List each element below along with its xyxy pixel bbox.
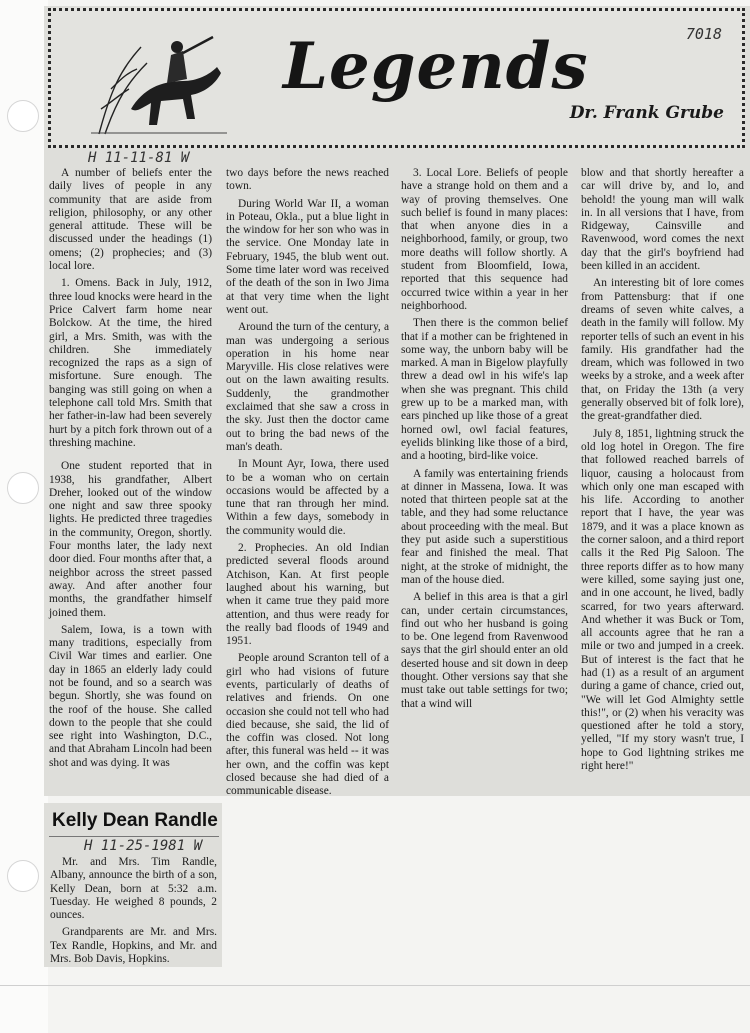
paragraph: People around Scranton tell of a girl who had visions of future events, particularly of deaths of relatives and friends. On one occasion she could not tell who had died because, she said, the lid of the coffin was closed. Not long after, this funeral was held -- it was her own, and the coffin was kept closed because she had died of a communicable disease.: [226, 652, 389, 798]
horse-rider-illustration: [91, 29, 227, 139]
handwritten-date-notice: H 11-25-1981 W: [84, 838, 203, 854]
paragraph: Then there is the common belief that if a mother can be frightened in some way, the unborn baby will be marked. A man in Bigelow playfully threw a dead owl in his wife's lap when she was pregnant. This child grew up to be a marked man, with ears pinched up like those of a great horned owl, owl facial features, eyelids blinking like those of a bird, and a hooting, bird-like voice.: [401, 317, 568, 463]
column-banner: [48, 8, 745, 148]
paragraph: One student reported that in 1938, his grandfather, Albert Dreher, looked out of the window one night and saw three spooky lights. He predicted three tragedies in the community, Oregon, shortly. Four months later, the lady next door died. Four months after that, a neighbor across the street passed away. And after another four months, the grandfather himself joined them.: [49, 460, 212, 619]
paragraph: During World War II, a woman in Poteau, Okla., put a blue light in the window for her son who was in the service. One Monday late in February, 1945, the blub went out. Some time later word was received of the death of the son in Iwo Jima at that very time when the light went out.: [226, 197, 389, 316]
archive-code: 7018: [685, 25, 722, 43]
paragraph: Salem, Iowa, is a town with many traditions, especially from Civil War times and earlier. One day in 1865 an elderly lady could not be found, and so a search was begun. Shortly, she was found on the roof of the house. She called down to the people that she could see right into Washington, D.C., and that Abraham Lincoln had been shot and was dying. It was: [49, 623, 212, 769]
article-column-4: [581, 167, 744, 777]
paragraph: Mr. and Mrs. Tim Randle, Albany, announce the birth of a son, Kelly Dean, born at 5:32 a.m. Tuesday. He weighed 8 pounds, 2 ounces.: [50, 856, 217, 922]
paragraph: In Mount Ayr, Iowa, there used to be a woman who on certain occasions would be affected by a tune that ran through her mind. Within a few days, somebody in the community would die.: [226, 458, 389, 537]
birth-notice-title: Kelly Dean Randle: [52, 810, 218, 831]
column-title: Legends: [283, 29, 589, 104]
page-edge: [0, 985, 750, 986]
paragraph: 1. Omens. Back in July, 1912, three loud knocks were heard in the Price Calvert farm home near Bolckow. At the time, the hired girl, a Mrs. Smith, was with the children. She immediately recognized the raps as a sign of misfortune. Sure enough. The banging was still going on when a telephone call told Mrs. Smith that her father-in-law had been severely hurt by a pitch fork thrown out of a threshing machine.: [49, 277, 212, 449]
paragraph: 2. Prophecies. An old Indian predicted several floods around Atchison, Kan. At first people laughed about his warning, but when it came true they paid more attention, and thus were ready for the really bad floods of 1949 and 1951.: [226, 542, 389, 648]
birth-notice-body: [50, 856, 217, 970]
paragraph: A family was entertaining friends at dinner in Massena, Iowa. It was noted that thirteen people sat at the table, and they had some reluctance about proceeding with the meal. But they put aside such a superstitious fear and finished the meal. That night, at the stroke of midnight, the man of the house died.: [401, 467, 568, 586]
handwritten-date: H 11-11-81 W: [88, 150, 190, 166]
paragraph: A belief in this area is that a girl can, under certain circumstances, find out who her husband is going to be. One legend from Ravenwood says that the girl should enter an old deserted house and sit down in deep thought. Other versions say that she must take out table settings for two; that a wind will: [401, 591, 568, 710]
paragraph: 3. Local Lore. Beliefs of people have a strange hold on them and a way of proving themselves. One such belief is found in many places: that when anyone dies in a neighborhood, family, or group, two more deaths will follow shortly. A student from Bloomfield, Iowa, reported that this sequence had occurred twice within a year in her neighborhood.: [401, 167, 568, 312]
paragraph: blow and that shortly hereafter a car will drive by, and lo, and behold! the young man will walk in. In all versions that I have, from Ridgeway, Cainsville and Ravenwood, word comes the next day that the girl's boyfriend had been killed in an accident.: [581, 167, 744, 273]
article-column-1: [49, 167, 212, 774]
article-column-3: [401, 167, 568, 715]
paragraph: July 8, 1851, lightning struck the old log hotel in Oregon. The fire that followed reached barrels of liquor, causing a holocaust from which only one man escaped with his life. According to another report that I have, the year was 1879, and it was a place known as the corner saloon, and a third report calls it the Red Pig Saloon. The three reports differ as to how many were killed, some saying just one, and in one account, he lived, badly scarred, for two years afterward. And whether it was Buck or Tom, all accounts agree that he ran a mile or two and jumped in a creek. But of interest is the fact that he had (1) as a result of an argument during a game of chance, cried out, "We will let God Almighty settle this!", or (2) when his veracity was questioned after he told a story, yelled, "If my story wasn't true, I hope to God lightning strikes me right here!": [581, 427, 744, 773]
paragraph: two days before the news reached town.: [226, 167, 389, 193]
paragraph: Around the turn of the century, a man was undergoing a serious operation in his home near Maryville. His close relatives were out on the lawn awaiting results. Suddenly, the grandmother exclaimed that she saw a cross in the sky. Just then the doctor came out to bring the bad news of the man's death.: [226, 321, 389, 453]
paragraph: Grandparents are Mr. and Mrs. Tex Randle, Hopkins, and Mr. and Mrs. Bob Davis, Hopkins.: [50, 926, 217, 966]
paragraph: An interesting bit of lore comes from Pattensburg: that if one dreams of seven white calves, a death in the family will follow. My reporter tells of such an event in his family. His grandfather had the dream, which was followed in two weeks by a stroke, and a week after that, on Friday the 13th (a very generally observed bit of folk lore), the great-grandfather died.: [581, 277, 744, 423]
paragraph: A number of beliefs enter the daily lives of people in any community that are aside from religion, philosophy, or any other general attitude. These will be discussed under the headings (1) omens; (2) prophecies; and (3) local lore.: [49, 167, 212, 273]
author-byline: Dr. Frank Grube: [569, 103, 724, 123]
article-column-2: [226, 167, 389, 803]
punch-hole-top: [7, 100, 39, 132]
punch-hole-bottom: [7, 860, 39, 892]
punch-hole-middle: [7, 472, 39, 504]
divider: [49, 836, 219, 837]
